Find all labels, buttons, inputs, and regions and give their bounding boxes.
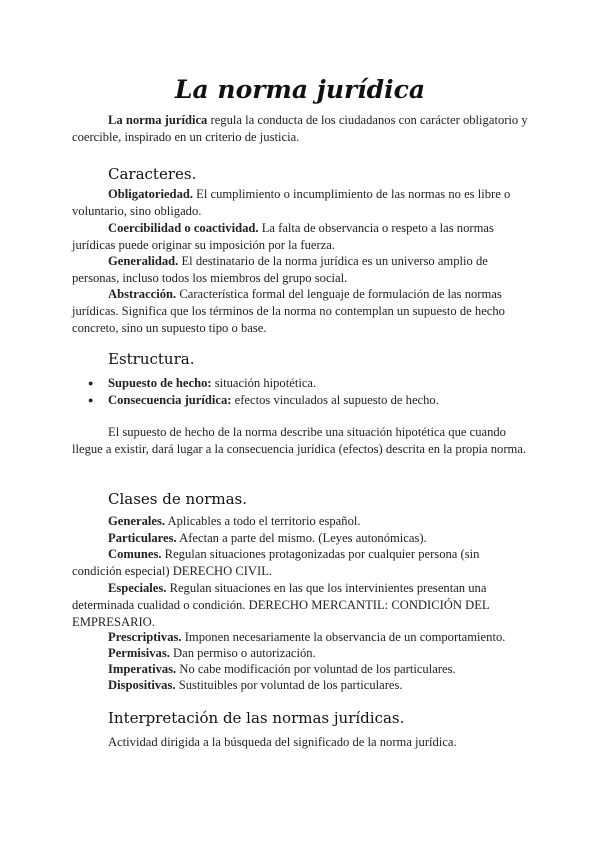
- clase-dispositivas: [72, 677, 528, 694]
- estructura-paragraph: El supuesto de hecho de la norma describe una situación hipotética que cuando llegue a existir, dará lugar a la consecuencia jurídica (efectos) descrita en la propia norma.: [72, 425, 527, 456]
- text-abstraccion: Característica formal del lenguaje de formulación de las normas jurídicas. Significa que los términos de la norma no contemplan un supuesto de hecho concreto, sino un supuesto tipo o base.: [72, 287, 505, 335]
- text-generalidad: El destinatario de la norma jurídica es un universo amplio de personas, incluso todos los miembros del grupo social.: [72, 254, 488, 285]
- bullet-dot-icon: ●: [88, 395, 94, 405]
- text-coercibilidad: La falta de observancia o respeto a las normas jurídicas puede originar su imposición por la fuerza.: [72, 221, 494, 252]
- text-prescriptivas: Imponen necesariamente la observancia de un comportamiento.: [181, 630, 506, 644]
- term-particulares: Particulares.: [108, 531, 177, 545]
- page-title: La norma jurídica: [174, 75, 426, 104]
- clase-generales: [72, 513, 528, 530]
- term-supuesto: Supuesto de hecho:: [108, 376, 212, 390]
- term-abstraccion: Abstracción.: [108, 287, 177, 301]
- term-especiales: Especiales.: [108, 581, 167, 595]
- term-generalidad: Generalidad.: [108, 254, 179, 268]
- caracter-coercibilidad: [72, 220, 528, 254]
- interpretacion-text: Actividad dirigida a la búsqueda del significado de la norma jurídica.: [108, 735, 457, 749]
- term-dispositivas: Dispositivas.: [108, 678, 176, 692]
- clase-particulares: [72, 530, 528, 547]
- text-dispositivas: Sustituibles por voluntad de los particulares.: [175, 678, 403, 692]
- term-coercibilidad: Coercibilidad o coactividad.: [108, 221, 259, 235]
- clase-especiales: [72, 580, 528, 631]
- caracter-obligatoriedad: [72, 186, 528, 220]
- text-obligatoriedad: El cumplimiento o incumplimiento de las normas no es libre o voluntario, sino obligado.: [72, 187, 511, 218]
- term-prescriptivas: Prescriptivas.: [108, 630, 182, 644]
- text-consecuencia: efectos vinculados al supuesto de hecho.: [231, 393, 439, 407]
- heading-interpretacion: Interpretación de las normas jurídicas.: [108, 709, 405, 727]
- term-comunes: Comunes.: [108, 547, 162, 561]
- bullet-dot-icon: ●: [88, 378, 94, 388]
- text-permisivas: Dan permiso o autorización.: [169, 646, 316, 660]
- intro-term: La norma jurídica: [108, 113, 208, 127]
- bullet-supuesto: [88, 375, 528, 392]
- term-obligatoriedad: Obligatoriedad.: [108, 187, 194, 201]
- heading-estructura: Estructura.: [108, 350, 195, 368]
- intro-text: regula la conducta de los ciudadanos con carácter obligatorio y coercible, inspirado en un criterio de justicia.: [72, 113, 528, 144]
- intro-paragraph: [72, 112, 528, 146]
- text-imperativas: No cabe modificación por voluntad de los particulares.: [176, 662, 456, 676]
- term-generales: Generales.: [108, 514, 166, 528]
- term-permisivas: Permisivas.: [108, 646, 170, 660]
- heading-caracteres: Caracteres.: [108, 165, 197, 183]
- clase-permisivas: [72, 645, 528, 662]
- caracter-generalidad: [72, 253, 528, 287]
- text-comunes: Regulan situaciones protagonizadas por cualquier persona (sin condición especial) DERECHO CIVIL.: [72, 547, 480, 578]
- caracter-abstraccion: [72, 286, 528, 337]
- clase-comunes: [72, 546, 528, 580]
- term-imperativas: Imperativas.: [108, 662, 177, 676]
- bullet-consecuencia: [88, 392, 528, 409]
- text-supuesto: situación hipotética.: [211, 376, 317, 390]
- text-especiales: Regulan situaciones en las que los intervinientes presentan una determinada cualidad o condición. DERECHO MERCANTIL: CONDICIÓN DEL EMPRESARIO.: [72, 581, 490, 629]
- heading-clases: Clases de normas.: [108, 490, 247, 508]
- clase-imperativas: [72, 661, 528, 678]
- term-consecuencia: Consecuencia jurídica:: [108, 393, 232, 407]
- text-generales: Aplicables a todo el territorio español.: [165, 514, 361, 528]
- clase-prescriptivas: [72, 629, 528, 646]
- text-particulares: Afectan a parte del mismo. (Leyes autonómicas).: [176, 531, 427, 545]
